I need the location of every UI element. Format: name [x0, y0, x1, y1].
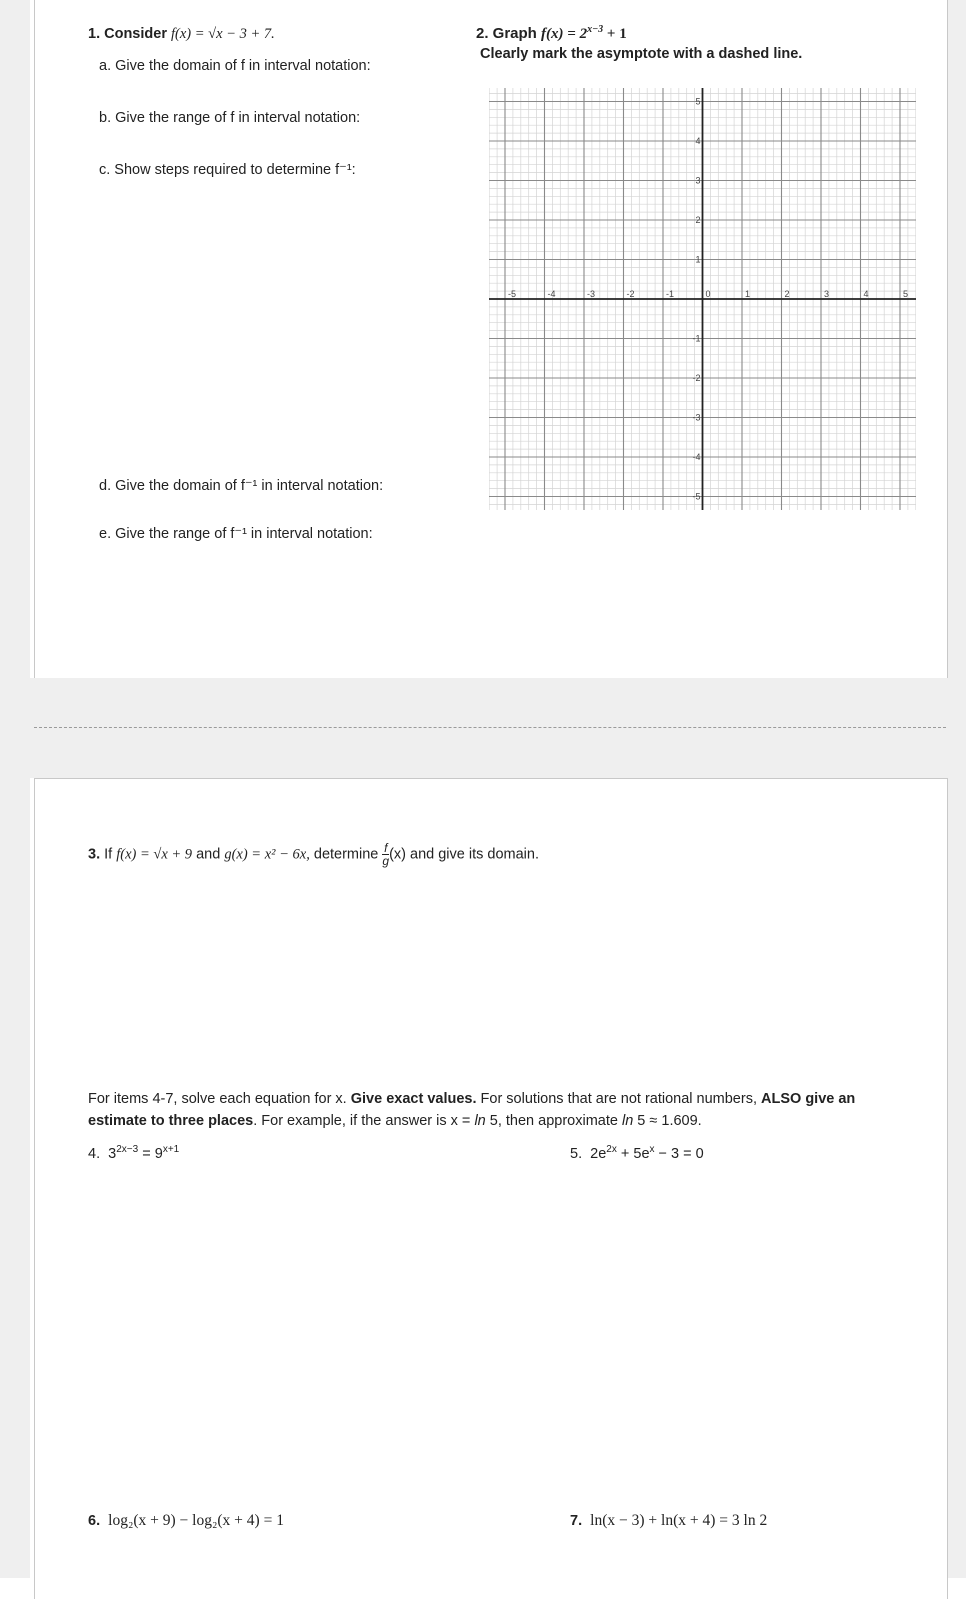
x-tick-label: -2 [626, 289, 635, 299]
q3-f-definition: f(x) = √x + 9 [116, 846, 193, 863]
instr-bold2: ALSO give an [761, 1091, 856, 1107]
y-tick-label: 5 [695, 96, 701, 107]
q1-heading [88, 26, 275, 43]
q2-title-lead: 2. Graph [476, 25, 537, 42]
instr-italic2: ln [621, 1113, 634, 1129]
q5-exp1: 2x [606, 1144, 617, 1155]
x-tick-label: 0 [705, 289, 711, 299]
q7-expression: ln(x − 3) + ln(x + 4) = 3 ln 2 [590, 1512, 768, 1529]
q4-equation [88, 1144, 179, 1162]
q5-number: 5. [570, 1145, 583, 1162]
q5-mid: + 5e [616, 1145, 650, 1162]
q3-text-a: If [104, 846, 113, 863]
q1-lead: Consider [104, 26, 167, 42]
instr-part4: 5, then approximate [489, 1113, 618, 1129]
q1-part-d: d. Give the domain of f⁻¹ in interval notation: [99, 478, 384, 494]
x-tick-label: 3 [824, 289, 830, 299]
q2-title-tail: + 1 [603, 26, 627, 42]
y-tick-label: 1 [695, 254, 701, 265]
y-tick-label: 4 [695, 136, 701, 146]
fraction-numerator: f [384, 841, 388, 855]
instr-part1: For items 4-7, solve each equation for x. [88, 1091, 347, 1107]
q6-number: 6. [88, 1513, 101, 1529]
y-tick-label: -2 [692, 373, 701, 383]
q4-exp2: x+1 [162, 1144, 180, 1155]
q3-text-d: (x) and give its domain. [389, 846, 539, 863]
y-tick-label: 2 [695, 215, 701, 225]
items-4-7-instructions [88, 1088, 855, 1132]
instr-part2: For solutions that are not rational numbers, [480, 1091, 757, 1107]
page-break-line [34, 727, 946, 728]
q1-function: f(x) = √x − 3 + 7. [171, 26, 275, 42]
x-tick-label: -3 [587, 289, 596, 299]
x-tick-label: 4 [863, 289, 869, 299]
q2-title-func: f(x) = 2 [541, 26, 588, 42]
q3-text-c: determine [313, 846, 379, 863]
q1-part-a: a. Give the domain of f in interval notation: [99, 58, 371, 74]
x-tick-label: -5 [508, 289, 517, 299]
y-tick-label: -5 [692, 491, 701, 502]
q3-number: 3. [88, 846, 101, 863]
q1-number: 1. [88, 26, 101, 42]
y-tick-label: -4 [692, 452, 701, 462]
grid-axes [489, 88, 916, 510]
q1-part-e: e. Give the range of f⁻¹ in interval notation: [99, 526, 373, 542]
q5-exp2: x [649, 1144, 655, 1155]
q5-tail: − 3 = 0 [654, 1145, 704, 1162]
right-margin [948, 0, 966, 1578]
x-tick-label: 1 [745, 289, 751, 299]
q3-text [88, 842, 539, 867]
coordinate-grid[interactable] [489, 88, 916, 510]
q5-equation [570, 1144, 704, 1162]
q6-expression: log₂(x + 9) − log₂(x + 4) = 1 [108, 1512, 284, 1529]
fraction-denominator: g [382, 854, 390, 868]
q1-part-b: b. Give the range of f in interval notation: [99, 110, 361, 126]
q4-base2: 9 [154, 1145, 163, 1162]
q6-equation [88, 1512, 284, 1530]
y-tick-label: -3 [692, 412, 701, 423]
q4-base1: 3 [108, 1145, 117, 1162]
q4-equals: = [138, 1145, 155, 1162]
instr-part3: . For example, if the answer is x = [253, 1113, 471, 1129]
left-margin [0, 0, 30, 1578]
q3-g-definition: g(x) = x² − 6x, [224, 846, 310, 863]
x-tick-label: 2 [784, 289, 790, 299]
q5-lead: 2e [590, 1145, 607, 1162]
q3-text-b: and [196, 846, 221, 863]
x-tick-label: 5 [903, 289, 909, 299]
q4-number: 4. [88, 1145, 101, 1162]
page-2 [34, 778, 948, 1599]
x-tick-label: -4 [547, 289, 556, 299]
instr-bold3: estimate to three places [88, 1113, 254, 1129]
q4-exp1: 2x−3 [116, 1144, 139, 1155]
y-tick-label: 3 [695, 175, 701, 186]
q1-part-c: c. Show steps required to determine f⁻¹: [99, 162, 356, 178]
instr-italic1: ln [474, 1113, 486, 1129]
x-tick-label: -1 [666, 289, 675, 299]
q2-heading [476, 24, 627, 43]
q2-instruction: Clearly mark the asymptote with a dashed line. [480, 46, 803, 62]
y-tick-label: -1 [692, 333, 701, 344]
q2-title-exp: x−3 [587, 24, 604, 35]
page-gap [0, 678, 966, 778]
instr-part5: 5 ≈ 1.609. [637, 1113, 702, 1129]
q7-number: 7. [570, 1513, 583, 1529]
instr-bold1: Give exact values. [350, 1091, 477, 1107]
q7-equation [570, 1512, 767, 1530]
